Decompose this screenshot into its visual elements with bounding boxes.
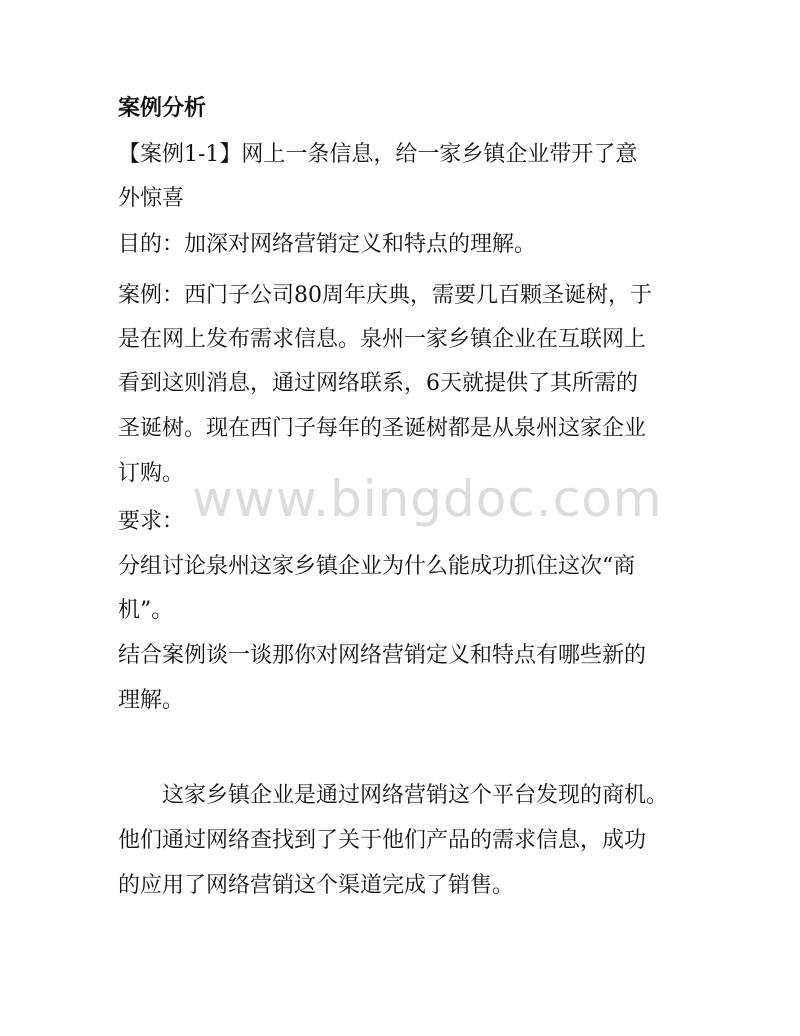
answer-line: 他们通过网络查找到了关于他们产品的需求信息，成功 — [118, 828, 647, 853]
requirement-line: 分组讨论泉州这家乡镇企业为什么能成功抓住这次“商 — [118, 554, 636, 579]
case-body-line: 订购。 — [118, 461, 185, 486]
watermark: www.bingdoc.com — [192, 470, 663, 528]
answer-line: 的应用了网络营销这个渠道完成了销售。 — [118, 873, 515, 898]
answer-line: 这家乡镇企业是通过网络营销这个平台发现的商机。 — [162, 783, 669, 808]
section-heading: 案例分析 — [118, 95, 207, 121]
requirement-line: 结合案例谈一谈那你对网络营销定义和特点有哪些新的 — [118, 643, 647, 668]
case-purpose: 目的：加深对网络营销定义和特点的理解。 — [118, 232, 537, 257]
case-body-line: 圣诞树。现在西门子每年的圣诞树都是从泉州这家企业 — [118, 416, 647, 441]
case-body-line: 是在网上发布需求信息。泉州一家乡镇企业在互联网上 — [118, 327, 647, 352]
requirement-line: 理解。 — [118, 688, 185, 713]
requirement-label: 要求： — [118, 509, 185, 534]
case-title-line-2: 外惊喜 — [118, 186, 185, 211]
case-title-line-1: 【案例1-1】网上一条信息，给一家乡镇企业带开了意 — [118, 142, 638, 167]
case-body-line: 案例：西门子公司80周年庆典，需要几百颗圣诞树，于 — [118, 283, 652, 308]
case-body-line: 看到这则消息，通过网络联系，6天就提供了其所需的 — [118, 371, 638, 396]
requirement-line: 机”。 — [118, 598, 174, 623]
